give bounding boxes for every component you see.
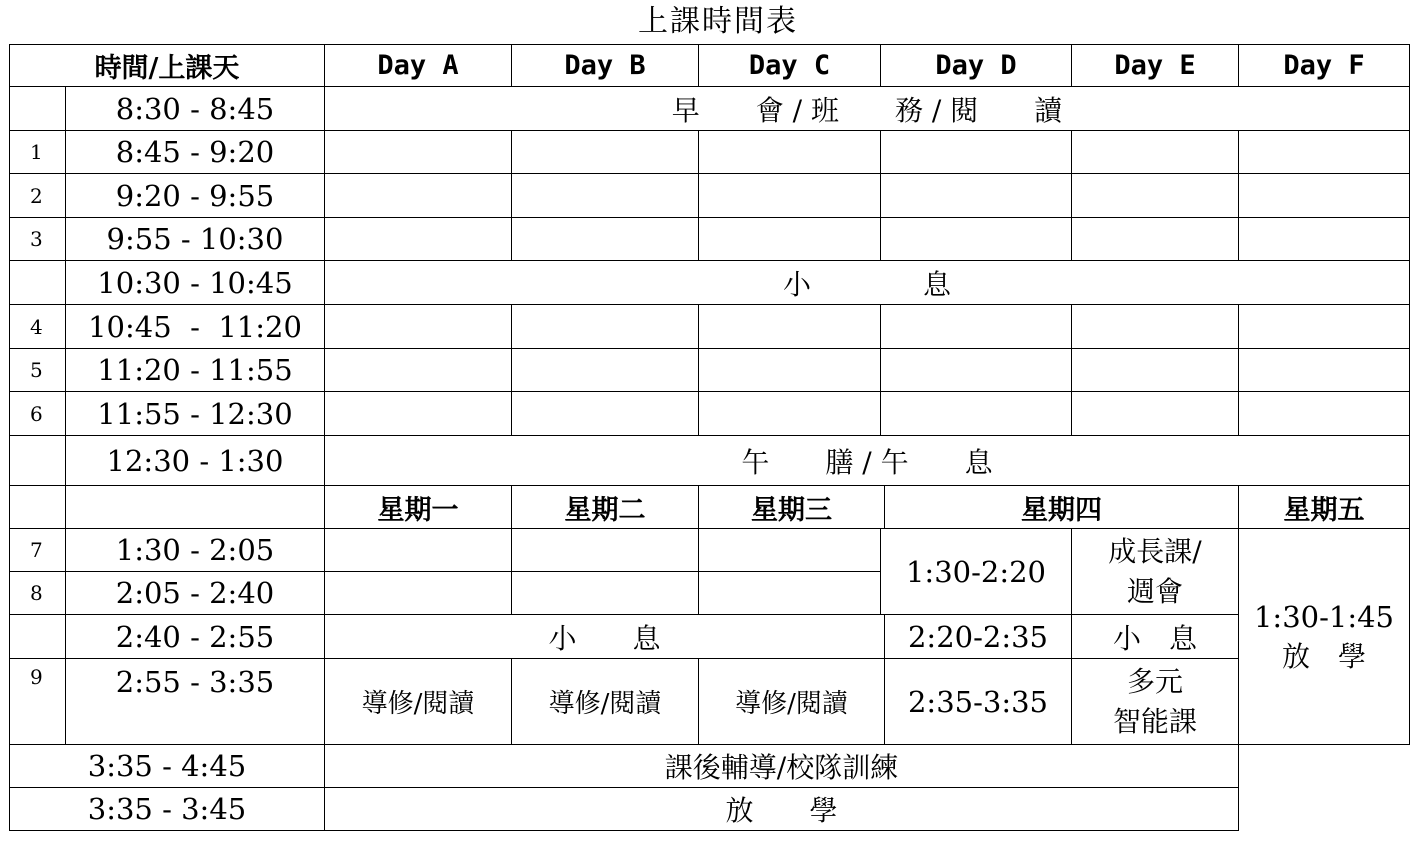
lesson-cell xyxy=(699,305,881,349)
time-cell: 8:30 - 8:45 xyxy=(66,87,325,131)
friday-dismissal-cell xyxy=(1239,529,1410,745)
dismissal-cell: 放 學 xyxy=(325,788,1239,831)
lesson-cell xyxy=(512,131,699,174)
time-cell: 1:30 - 2:05 xyxy=(66,529,325,572)
lesson-cell xyxy=(1239,218,1410,261)
period-number: 5 xyxy=(10,349,66,392)
table-row xyxy=(10,788,1410,831)
period-number: 2 xyxy=(10,174,66,218)
lesson-cell xyxy=(881,131,1072,174)
recess-cell: 小 息 xyxy=(325,261,1410,305)
lesson-cell xyxy=(699,218,881,261)
weekday-header-row xyxy=(10,486,1410,529)
table-row xyxy=(10,529,1410,572)
period-number: 3 xyxy=(10,218,66,261)
tuesday-header: 星期二 xyxy=(512,486,699,529)
thursday-break: 小 息 xyxy=(1072,615,1239,659)
time-cell: 11:55 - 12:30 xyxy=(66,392,325,436)
time-cell: 10:30 - 10:45 xyxy=(66,261,325,305)
day-a-header: Day A xyxy=(325,45,512,87)
lesson-cell xyxy=(1072,305,1239,349)
multi-intelligence-cell xyxy=(1072,659,1239,745)
friday-header: 星期五 xyxy=(1239,486,1410,529)
lesson-cell xyxy=(325,392,512,436)
time-cell: 12:30 - 1:30 xyxy=(66,436,325,486)
table-row xyxy=(10,261,1410,305)
thursday-header: 星期四 xyxy=(885,486,1239,529)
day-b-header: Day B xyxy=(512,45,699,87)
lesson-cell xyxy=(512,392,699,436)
lesson-cell xyxy=(1239,131,1410,174)
thursday-break-time: 2:20-2:35 xyxy=(885,615,1072,659)
lesson-cell xyxy=(512,218,699,261)
time-cell: 11:20 - 11:55 xyxy=(66,349,325,392)
after-school-activity: 課後輔導/校隊訓練 xyxy=(325,745,1239,788)
lesson-cell xyxy=(1239,349,1410,392)
lesson-cell xyxy=(325,572,512,615)
lesson-cell xyxy=(1239,305,1410,349)
day-d-header: Day D xyxy=(881,45,1072,87)
time-cell: 2:40 - 2:55 xyxy=(66,615,325,659)
lesson-cell xyxy=(1072,174,1239,218)
study-cell-wednesday: 導修/閱讀 xyxy=(699,659,885,745)
lesson-cell xyxy=(512,305,699,349)
period-number: 9 xyxy=(10,659,66,745)
table-row xyxy=(10,174,1410,218)
period-number: 6 xyxy=(10,392,66,436)
lesson-cell xyxy=(881,392,1072,436)
table-row xyxy=(10,218,1410,261)
study-cell-monday: 導修/閱讀 xyxy=(325,659,512,745)
header-row xyxy=(10,45,1410,87)
time-cell: 8:45 - 9:20 xyxy=(66,131,325,174)
day-e-header: Day E xyxy=(1072,45,1239,87)
table-row xyxy=(10,615,1410,659)
wednesday-header: 星期三 xyxy=(699,486,885,529)
lesson-cell xyxy=(881,174,1072,218)
time-cell: 10:45 - 11:20 xyxy=(66,305,325,349)
corner-header: 時間/上課天 xyxy=(10,45,325,87)
time-cell: 9:55 - 10:30 xyxy=(66,218,325,261)
growth-class-cell xyxy=(1072,529,1239,615)
afternoon-break-cell: 小 息 xyxy=(325,615,885,659)
time-cell: 3:35 - 4:45 xyxy=(10,745,325,788)
day-f-header: Day F xyxy=(1239,45,1410,87)
lesson-cell xyxy=(325,218,512,261)
lesson-cell xyxy=(1072,392,1239,436)
lesson-cell xyxy=(699,572,881,615)
multi-intelligence-line1: 多元 xyxy=(1126,664,1183,698)
table-row xyxy=(10,436,1410,486)
period-number: 1 xyxy=(10,131,66,174)
lesson-cell xyxy=(699,174,881,218)
lesson-cell xyxy=(325,529,512,572)
timetable xyxy=(9,44,1410,831)
table-row xyxy=(10,745,1410,788)
lesson-cell xyxy=(1239,392,1410,436)
lesson-cell xyxy=(699,131,881,174)
study-cell-tuesday: 導修/閱讀 xyxy=(512,659,699,745)
lesson-cell xyxy=(1239,174,1410,218)
table-row xyxy=(10,349,1410,392)
growth-class-line2: 週會 xyxy=(1126,574,1183,608)
lesson-cell xyxy=(325,131,512,174)
assembly-cell: 早 會 / 班 務 / 閱 讀 xyxy=(325,87,1410,131)
lesson-cell xyxy=(325,305,512,349)
period-number xyxy=(10,261,66,305)
lesson-cell xyxy=(325,349,512,392)
friday-dismissal: 放 學 xyxy=(1281,639,1366,673)
period-number: 8 xyxy=(10,572,66,615)
lesson-cell xyxy=(699,392,881,436)
lesson-cell xyxy=(512,349,699,392)
lesson-cell xyxy=(881,218,1072,261)
table-row xyxy=(10,131,1410,174)
monday-header: 星期一 xyxy=(325,486,512,529)
time-cell: 9:20 - 9:55 xyxy=(66,174,325,218)
lesson-cell xyxy=(881,305,1072,349)
multi-intelligence-line2: 智能課 xyxy=(1112,704,1197,738)
lesson-cell xyxy=(1072,131,1239,174)
time-cell: 2:05 - 2:40 xyxy=(66,572,325,615)
lesson-cell xyxy=(512,572,699,615)
growth-class-line1: 成長課/ xyxy=(1108,534,1202,568)
time-cell: 3:35 - 3:45 xyxy=(10,788,325,831)
lesson-cell xyxy=(512,174,699,218)
lesson-cell xyxy=(325,174,512,218)
period-number: 4 xyxy=(10,305,66,349)
lesson-cell xyxy=(512,529,699,572)
table-row xyxy=(10,305,1410,349)
lesson-cell xyxy=(881,349,1072,392)
page-title: 上課時間表 xyxy=(638,4,798,39)
period-number xyxy=(10,436,66,486)
period-number xyxy=(10,87,66,131)
period-number: 7 xyxy=(10,529,66,572)
lesson-cell xyxy=(699,529,881,572)
lunch-cell: 午 膳 / 午 息 xyxy=(325,436,1410,486)
lesson-cell xyxy=(1072,349,1239,392)
time-cell: 2:55 - 3:35 xyxy=(66,659,325,745)
thursday-block-1: 1:30-2:20 xyxy=(881,529,1072,615)
lesson-cell xyxy=(699,349,881,392)
thursday-block-2: 2:35-3:35 xyxy=(885,659,1072,745)
day-c-header: Day C xyxy=(699,45,881,87)
table-row xyxy=(10,87,1410,131)
lesson-cell xyxy=(1072,218,1239,261)
friday-time: 1:30-1:45 xyxy=(1253,599,1395,634)
table-row xyxy=(10,392,1410,436)
table-row xyxy=(10,659,1410,745)
